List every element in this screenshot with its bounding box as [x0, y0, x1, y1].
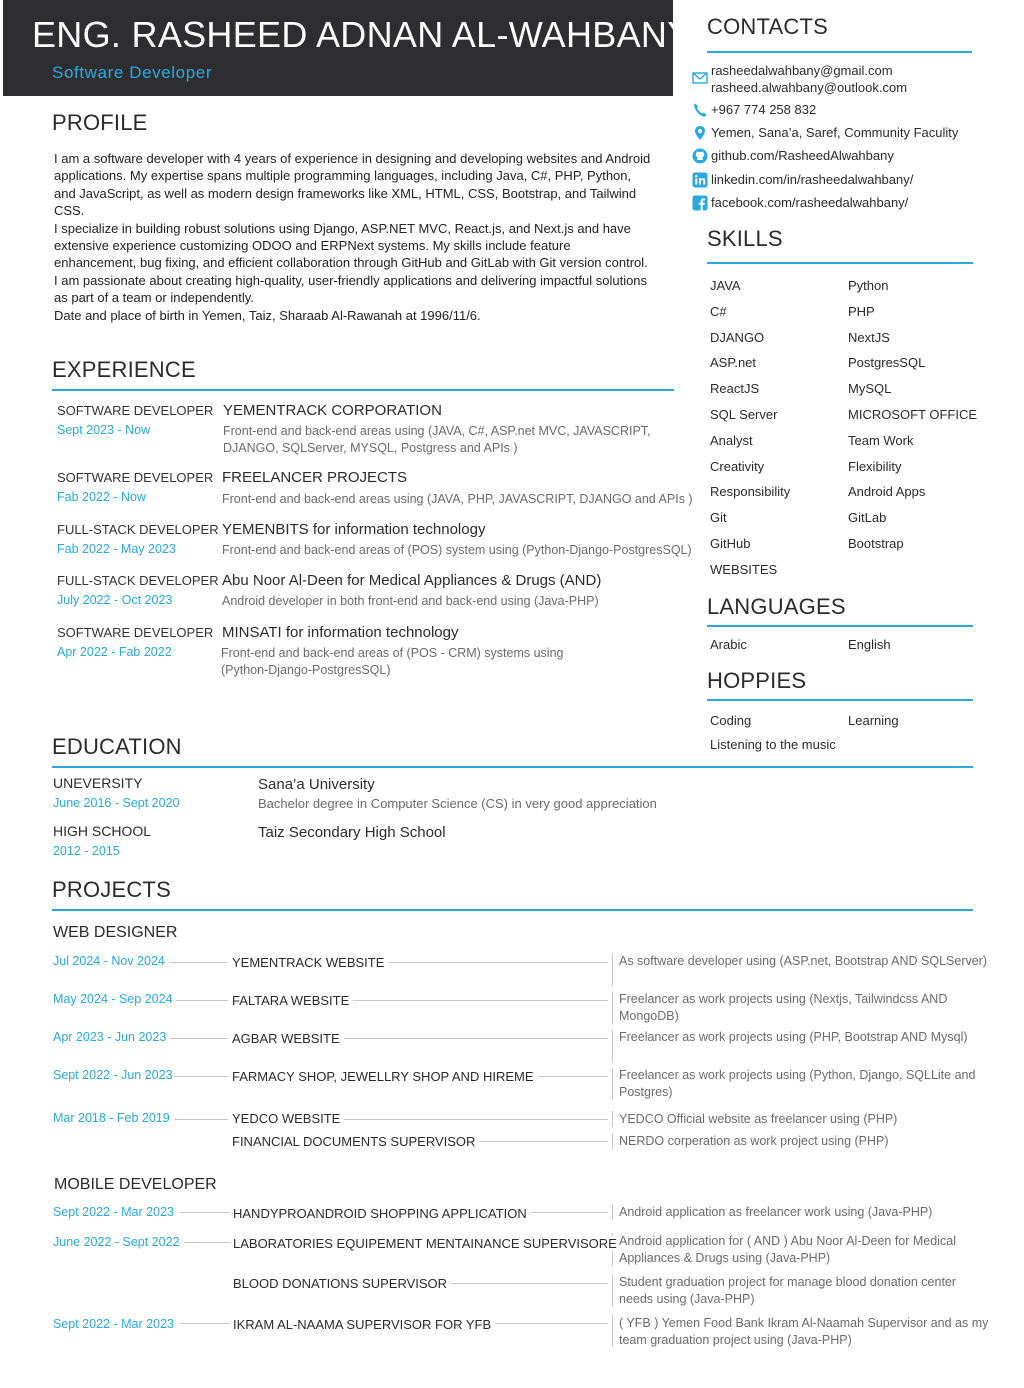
- skill-item: Git: [710, 510, 727, 526]
- education-level: HIGH SCHOOL: [53, 823, 152, 839]
- desc-bar: [612, 1030, 613, 1062]
- location-pin-icon: [692, 125, 708, 141]
- experience-desc: Front-end and back-end areas using (JAVA, C#, ASP.net MVC, JAVASCRIPT, DJANGO, SQLServer, MYSQL, Postgress and APIs ): [223, 424, 651, 455]
- skill-item: WEBSITES: [710, 561, 778, 577]
- project-desc: Freelancer as work projects using (Nextjs, Tailwindcss AND MongoDB): [619, 992, 948, 1023]
- contact-email[interactable]: [692, 62, 907, 96]
- skill-item: Responsibility: [710, 484, 791, 500]
- education-date: 2012 - 2015: [53, 844, 120, 858]
- project-desc: NERDO corperation as work project using (PHP): [619, 1134, 889, 1148]
- project-date: Mar 2018 - Feb 2019: [53, 1111, 170, 1125]
- education-date: June 2016 - Sept 2020: [53, 796, 180, 810]
- experience-org: YEMENBITS for information technology: [222, 521, 486, 538]
- languages-divider: [707, 625, 973, 627]
- project-date: Sept 2022 - Jun 2023: [53, 1068, 173, 1082]
- project-date: Apr 2023 - Jun 2023: [53, 1030, 167, 1044]
- experience-desc: Android developer in both front-end and back-end using (Java-PHP): [222, 594, 599, 608]
- profile-paragraph: Date and place of birth in Yemen, Taiz, Sharaab Al-Rawanah at 1996/11/6.: [54, 307, 481, 323]
- experience-org: FREELANCER PROJECTS: [222, 469, 408, 486]
- skill-item: SQL Server: [710, 407, 778, 422]
- desc-bar: [612, 954, 613, 986]
- connector-line: [170, 962, 228, 963]
- desc-bar: [612, 1275, 613, 1307]
- education-desc: Bachelor degree in Computer Science (CS) in very good appreciation: [258, 796, 657, 811]
- project-date: Jul 2024 - Nov 2024: [53, 954, 165, 968]
- connector-line: [180, 1212, 230, 1213]
- project-name: AGBAR WEBSITE: [232, 1031, 344, 1046]
- skill-item: ASP.net: [710, 355, 757, 371]
- profile-paragraph: I am a software developer with 4 years of experience in designing and developing websites and Android applications. My expertise spans multiple programming languages, including Java, C#, PHP, Python, and JavaScript, as well as modern design frameworks like XML, HTML, CSS, Bootstrap, and Tailwind CSS.: [54, 151, 651, 219]
- connector-line: [442, 1283, 608, 1284]
- project-desc: ( YFB ) Yemen Food Bank Ikram Al-Naamah Supervisor and as my team graduation project using (Java-PHP): [619, 1316, 989, 1347]
- skill-item: NextJS: [848, 329, 890, 345]
- education-divider: [52, 766, 973, 768]
- profile-text: [54, 150, 654, 324]
- project-name: BLOOD DONATIONS SUPERVISOR: [233, 1276, 451, 1291]
- connector-line: [176, 1000, 228, 1001]
- experience-desc: Front-end and back-end areas of (POS) system using (Python-Django-PostgresSQL): [222, 543, 692, 557]
- hobby-item: Learning: [848, 713, 899, 728]
- connector-line: [482, 1323, 608, 1324]
- experience-role: SOFTWARE DEVELOPER: [57, 625, 214, 640]
- language-item: Arabic: [710, 637, 747, 652]
- mobile-developer-heading: MOBILE DEVELOPER: [54, 1176, 217, 1193]
- skill-item: PHP: [848, 303, 875, 319]
- hobbies-divider: [707, 699, 973, 701]
- skill-item: GitLab: [848, 510, 887, 526]
- experience-org: Abu Noor Al-Deen for Medical Appliances & Drugs (AND): [222, 572, 602, 589]
- skill-item: Creativity: [710, 458, 765, 474]
- experience-date: Fab 2022 - May 2023: [57, 542, 176, 556]
- project-name: FINANCIAL DOCUMENTS SUPERVISOR: [232, 1134, 479, 1149]
- project-date: Sept 2022 - Mar 2023: [53, 1317, 174, 1331]
- connector-line: [350, 1000, 608, 1001]
- experience-role: FULL-STACK DEVELOPER: [57, 573, 219, 588]
- desc-bar: [612, 1204, 613, 1220]
- experience-title: EXPERIENCE: [52, 357, 196, 382]
- project-desc: Freelancer as work projects using (Python, Django, SQLLite and Postgres): [619, 1068, 976, 1099]
- skill-item: MySQL: [848, 381, 892, 397]
- experience-divider: [52, 389, 674, 391]
- skill-item: C#: [710, 303, 727, 319]
- skill-item: Team Work: [848, 432, 914, 448]
- contacts-title: CONTACTS: [707, 14, 828, 39]
- project-desc: Student graduation project for manage blood donation center needs using (Java-PHP): [619, 1275, 957, 1306]
- experience-date: Sept 2023 - Now: [57, 423, 151, 437]
- linkedin-icon: [692, 172, 708, 188]
- desc-bar: [612, 992, 613, 1024]
- profile-paragraph: I specialize in building robust solutions using Django, ASP.NET MVC, React.js, and Next.js and have extensive experience customizing ODOO and ERPNext systems. My skills include feature enhancement, bug fixing, and efficient collaboration through GitHub and GitLab with Git version control. I am passionate about creating high-quality, user-friendly applications and delivering impactful solutions as part of a team or independently.: [54, 220, 648, 306]
- projects-divider: [52, 909, 973, 911]
- project-name: HANDYPROANDROID SHOPPING APPLICATION: [233, 1206, 531, 1221]
- desc-bar: [612, 1111, 613, 1127]
- experience-role: SOFTWARE DEVELOPER: [57, 403, 214, 418]
- experience-date: Fab 2022 - Now: [57, 490, 146, 504]
- project-desc: Freelancer as work projects using (PHP, Bootstrap AND Mysql): [619, 1030, 968, 1044]
- web-designer-heading: WEB DESIGNER: [53, 924, 178, 941]
- skill-item: Python: [848, 278, 889, 293]
- contact-facebook-text[interactable]: facebook.com/rasheedalwahbany/: [711, 195, 909, 210]
- skill-item: DJANGO: [710, 329, 765, 345]
- education-org: Taiz Secondary High School: [258, 824, 446, 841]
- project-name: FALTARA WEBSITE: [232, 993, 353, 1008]
- resume-role: Software Developer: [52, 63, 213, 82]
- skill-item: Android Apps: [848, 484, 926, 500]
- project-name: IKRAM AL-NAAMA SUPERVISOR FOR YFB: [233, 1317, 495, 1332]
- desc-bar: [612, 1315, 613, 1347]
- contact-email-secondary[interactable]: rasheed.alwahbany@outlook.com: [711, 80, 908, 95]
- project-name: FARMACY SHOP, JEWELLRY SHOP AND HIREME: [232, 1069, 538, 1084]
- skill-item: Flexibility: [848, 458, 902, 474]
- connector-line: [184, 1242, 230, 1243]
- experience-role: FULL-STACK DEVELOPER: [57, 522, 219, 537]
- project-desc: As software developer using (ASP.net, Bootstrap AND SQLServer): [619, 954, 988, 968]
- contact-location-text: Yemen, Sana’a, Saref, Community Faculity: [711, 125, 959, 140]
- contacts-divider: [707, 51, 972, 53]
- skill-item: ReactJS: [710, 381, 760, 397]
- skill-item: JAVA: [710, 278, 741, 293]
- education-org: Sana’a University: [258, 776, 375, 793]
- github-icon: [692, 148, 708, 164]
- experience-org: YEMENTRACK CORPORATION: [223, 402, 442, 419]
- connector-line: [378, 962, 608, 963]
- skill-item: PostgresSQL: [848, 355, 926, 371]
- experience-role: SOFTWARE DEVELOPER: [57, 470, 214, 485]
- contact-github[interactable]: [692, 148, 894, 164]
- desc-bar: [612, 1133, 613, 1149]
- phone-icon: [692, 102, 708, 118]
- experience-org: MINSATI for information technology: [222, 624, 459, 641]
- language-item: English: [848, 637, 891, 652]
- connector-line: [174, 1076, 228, 1077]
- contact-linkedin[interactable]: [692, 172, 913, 188]
- project-name: LABORATORIES EQUIPEMENT MENTAINANCE SUPERVISORE: [233, 1236, 621, 1251]
- contact-linkedin-text[interactable]: linkedin.com/in/rasheedalwahbany/: [711, 172, 914, 187]
- project-name: YEDCO WEBSITE: [232, 1111, 344, 1126]
- experience-desc: Front-end and back-end areas of (POS - CRM) systems using (Python-Django-PostgresSQL): [221, 646, 564, 677]
- connector-line: [466, 1141, 608, 1142]
- education-level: UNEVERSITY: [53, 775, 143, 791]
- contact-phone-text[interactable]: +967 774 258 832: [711, 102, 817, 117]
- connector-line: [174, 1119, 228, 1120]
- skill-item: GitHub: [710, 536, 751, 551]
- resume-name: ENG. RASHEED ADNAN AL-WAHBANY: [32, 14, 692, 55]
- skill-item: Bootstrap: [848, 536, 904, 551]
- project-name: YEMENTRACK WEBSITE: [232, 955, 388, 970]
- skills-title: SKILLS: [707, 226, 783, 251]
- connector-line: [170, 1038, 228, 1039]
- project-desc: Android application for ( AND ) Abu Noor Al-Deen for Medical Appliances & Drugs using (Java-PHP): [619, 1234, 956, 1265]
- contact-facebook[interactable]: [692, 195, 908, 211]
- hobby-item: Listening to the music: [710, 737, 836, 752]
- contact-phone[interactable]: [692, 102, 816, 118]
- contact-email-primary[interactable]: rasheedalwahbany@gmail.com: [711, 63, 893, 78]
- profile-title: PROFILE: [52, 110, 148, 135]
- hobbies-title: HOPPIES: [707, 668, 807, 693]
- project-date: Sept 2022 - Mar 2023: [53, 1205, 174, 1219]
- project-desc: YEDCO Official website as freelancer using (PHP): [619, 1112, 898, 1126]
- skill-item: Analyst: [710, 432, 753, 448]
- connector-line: [522, 1212, 608, 1213]
- facebook-icon: [692, 195, 708, 211]
- projects-title: PROJECTS: [52, 877, 171, 902]
- experience-date: Apr 2022 - Fab 2022: [57, 645, 172, 659]
- project-date: June 2022 - Sept 2022: [53, 1235, 180, 1249]
- project-date: May 2024 - Sep 2024: [53, 992, 173, 1006]
- experience-desc: Front-end and back-end areas using (JAVA, PHP, JAVASCRIPT, DJANGO and APIs ): [222, 492, 693, 506]
- connector-line: [334, 1119, 608, 1120]
- hobby-item: Coding: [710, 713, 752, 728]
- mail-icon: [692, 70, 708, 86]
- skill-item: MICROSOFT OFFICE: [848, 407, 978, 422]
- contact-location: [692, 125, 958, 141]
- project-desc: Android application as freelancer work using (Java-PHP): [619, 1205, 933, 1219]
- experience-date: July 2022 - Oct 2023: [57, 593, 173, 607]
- education-title: EDUCATION: [52, 734, 182, 759]
- skills-divider: [707, 262, 973, 264]
- desc-bar: [612, 1068, 613, 1100]
- contact-github-text[interactable]: github.com/RasheedAlwahbany: [711, 148, 894, 163]
- languages-title: LANGUAGES: [707, 594, 846, 619]
- connector-line: [180, 1323, 230, 1324]
- connector-line: [336, 1038, 608, 1039]
